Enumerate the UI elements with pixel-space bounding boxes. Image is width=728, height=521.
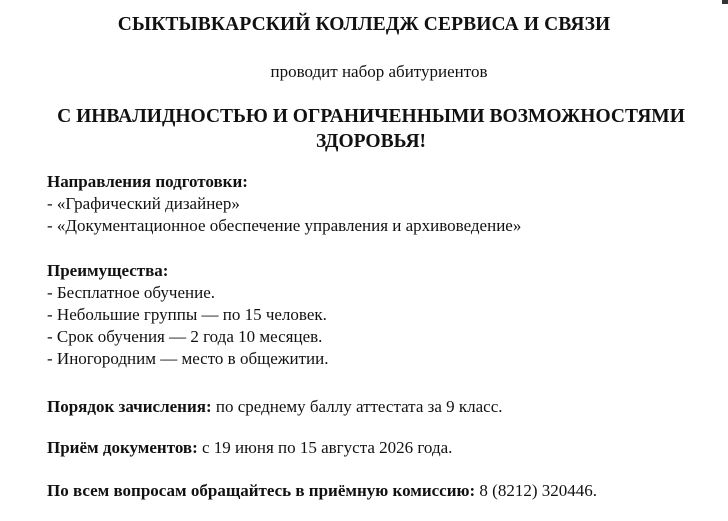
contact-label: По всем вопросам обращайтесь в приёмную комиссию: xyxy=(47,481,476,500)
benefits-item: - Срок обучения — 2 года 10 месяцев. xyxy=(47,327,323,346)
documents-line xyxy=(47,438,452,458)
contact-phone: 8 (8212) 320446. xyxy=(475,481,597,500)
subtitle: проводит набор абитуриентов xyxy=(270,62,488,81)
headline-line-1: С ИНВАЛИДНОСТЬЮ И ОГРАНИЧЕННЫМИ ВОЗМОЖНОСТЯМИ xyxy=(57,106,685,127)
headline xyxy=(0,104,728,154)
documents-value: с 19 июня по 15 августа 2026 года. xyxy=(197,438,453,457)
benefits-item: - Иногородним — место в общежитии. xyxy=(47,349,329,368)
directions-section xyxy=(47,171,521,237)
enrollment-label: Порядок зачисления: xyxy=(47,397,212,416)
benefits-item: - Бесплатное обучение. xyxy=(47,283,215,302)
benefits-item: - Небольшие группы — по 15 человек. xyxy=(47,305,327,324)
directions-item: - «Графический дизайнер» xyxy=(47,194,240,213)
headline-line-2: ЗДОРОВЬЯ! xyxy=(315,131,427,152)
contact-line xyxy=(47,481,597,501)
directions-heading: Направления подготовки: xyxy=(47,172,248,191)
scan-edge-mark xyxy=(722,0,728,4)
benefits-heading: Преимущества: xyxy=(47,261,169,280)
enrollment-line xyxy=(47,397,503,417)
enrollment-value: по среднему баллу аттестата за 9 класс. xyxy=(211,397,503,416)
benefits-section xyxy=(47,260,328,370)
college-title: СЫКТЫВКАРСКИЙ КОЛЛЕДЖ СЕРВИСА И СВЯЗИ xyxy=(117,14,611,35)
documents-label: Приём документов: xyxy=(47,438,198,457)
directions-item: - «Документационное обеспечение управления и архивоведение» xyxy=(47,216,522,235)
